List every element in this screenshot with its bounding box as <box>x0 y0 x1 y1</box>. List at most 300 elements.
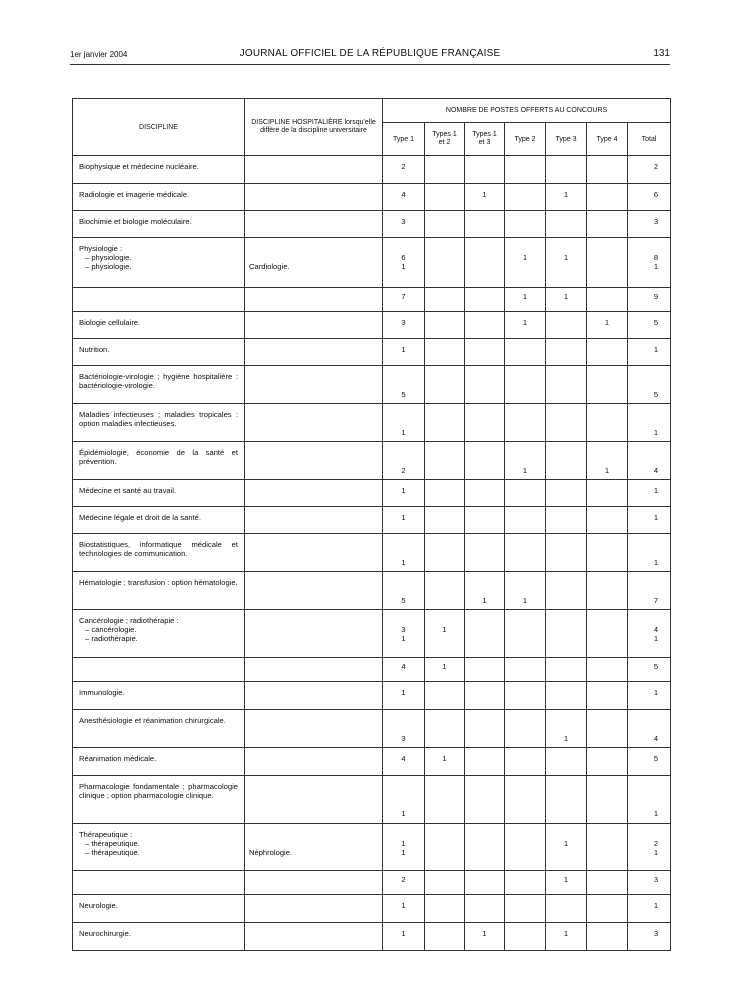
count-cell <box>425 710 465 748</box>
count-value <box>546 262 586 271</box>
type-header: Types 1 et 3 <box>465 123 505 156</box>
total-value: 1 <box>653 428 659 437</box>
total-value: 9 <box>653 292 659 301</box>
count-value: 1 <box>401 262 406 272</box>
discipline-label: Biophysique et médecine nucléaire. <box>79 162 199 171</box>
discipline-label: Thérapeutique : <box>79 830 133 839</box>
count-value: 1 <box>401 901 406 910</box>
table-row <box>73 312 671 339</box>
table-row <box>73 534 671 572</box>
total-value: 1 <box>653 809 659 818</box>
count-cell <box>587 238 628 288</box>
table-row <box>73 923 671 951</box>
type-header: Type 4 <box>587 123 628 156</box>
count-value: 1 <box>401 345 406 354</box>
table-subtotal-row <box>73 871 671 895</box>
hospital-discipline-cell <box>245 211 383 238</box>
hospital-discipline-cell <box>245 238 383 288</box>
discipline-header: DISCIPLINE <box>73 99 245 156</box>
total-value <box>628 381 658 390</box>
table-row <box>73 895 671 923</box>
discipline-label: Biochimie et biologie moléculaire. <box>79 217 192 226</box>
total-cell <box>628 480 671 507</box>
count-cell <box>546 710 587 748</box>
count-cell <box>465 184 505 211</box>
type-header: Type 1 <box>383 123 425 156</box>
count-cell <box>425 312 465 339</box>
total-value: 4 <box>653 734 659 743</box>
discipline-cell <box>73 238 245 288</box>
count-value <box>383 578 424 587</box>
posts-table <box>72 98 671 951</box>
count-cell <box>505 572 546 610</box>
count-cell <box>505 610 546 658</box>
total-cell <box>628 682 671 710</box>
total-header: Total <box>628 123 671 156</box>
hospital-discipline-cell <box>245 339 383 366</box>
count-value <box>465 587 504 596</box>
count-value <box>383 244 424 253</box>
total-value: 3 <box>653 929 659 938</box>
count-cell <box>505 895 546 923</box>
count-cell <box>383 184 425 211</box>
count-value: 1 <box>563 929 569 938</box>
count-cell <box>505 366 546 404</box>
discipline-cell <box>73 610 245 658</box>
total-value <box>628 448 658 457</box>
count-value <box>505 587 545 596</box>
total-value <box>628 782 658 791</box>
hospital-discipline-cell <box>245 572 383 610</box>
count-value: 1 <box>401 486 406 495</box>
total-value <box>628 410 658 419</box>
count-cell <box>465 776 505 824</box>
count-value <box>383 716 424 725</box>
discipline-label: Neurochirurgie. <box>79 929 131 938</box>
hospital-discipline-label <box>249 839 378 848</box>
discipline-cell <box>73 366 245 404</box>
count-cell <box>546 748 587 776</box>
count-cell <box>587 366 628 404</box>
count-cell <box>546 211 587 238</box>
discipline-label: Anesthésiologie et réanimation chirurgicale. <box>79 716 226 725</box>
count-cell <box>383 238 425 288</box>
count-cell <box>505 312 546 339</box>
count-cell <box>505 480 546 507</box>
table-row <box>73 710 671 748</box>
count-cell <box>587 748 628 776</box>
discipline-label: Bactériologie-virologie ; hygiène hospitalière : bactériologie-virologie. <box>79 372 238 391</box>
count-value <box>383 725 424 734</box>
count-cell <box>546 824 587 871</box>
total-value <box>628 244 658 253</box>
count-value: 1 <box>482 190 487 199</box>
count-value: 1 <box>401 809 406 818</box>
page-number: 131 <box>653 48 670 59</box>
count-value <box>383 587 424 596</box>
discipline-cell <box>73 480 245 507</box>
hospital-discipline-cell <box>245 824 383 871</box>
hospital-discipline-cell <box>245 184 383 211</box>
count-cell <box>383 404 425 442</box>
count-cell <box>465 339 505 366</box>
count-cell <box>383 871 425 895</box>
count-value <box>383 540 424 549</box>
hospital-discipline-cell <box>245 658 383 682</box>
count-value <box>546 716 586 725</box>
count-cell <box>505 442 546 480</box>
count-cell <box>383 156 425 184</box>
count-cell <box>546 895 587 923</box>
table-row <box>73 748 671 776</box>
count-value <box>505 448 545 457</box>
discipline-cell <box>73 288 245 312</box>
count-cell <box>465 534 505 572</box>
count-cell <box>465 572 505 610</box>
count-cell <box>587 534 628 572</box>
discipline-label: – thérapeutique. <box>85 839 140 849</box>
total-value: 1 <box>653 262 659 272</box>
discipline-label: – radiothérapie. <box>85 634 138 644</box>
total-cell <box>628 534 671 572</box>
count-value: 2 <box>401 162 406 171</box>
count-cell <box>383 658 425 682</box>
discipline-cell <box>73 312 245 339</box>
count-cell <box>587 404 628 442</box>
count-value: 4 <box>401 662 406 671</box>
count-value: 3 <box>401 734 406 743</box>
count-cell <box>546 184 587 211</box>
table-row <box>73 184 671 211</box>
count-cell <box>505 748 546 776</box>
count-cell <box>587 658 628 682</box>
count-value <box>383 791 424 800</box>
count-value <box>383 830 424 839</box>
count-cell <box>425 610 465 658</box>
page-header <box>70 48 670 62</box>
count-cell <box>425 895 465 923</box>
total-value <box>628 791 658 800</box>
hospital-discipline-cell <box>245 923 383 951</box>
hospital-discipline-cell <box>245 534 383 572</box>
count-cell <box>383 572 425 610</box>
count-cell <box>383 610 425 658</box>
hospital-discipline-label <box>249 244 378 253</box>
count-cell <box>425 238 465 288</box>
count-cell <box>546 871 587 895</box>
discipline-label: Hématologie ; transfusion : option hématologie. <box>79 578 238 587</box>
total-value: 1 <box>653 901 659 910</box>
total-value <box>628 372 658 381</box>
total-cell <box>628 312 671 339</box>
count-cell <box>383 682 425 710</box>
table-row <box>73 507 671 534</box>
count-cell <box>587 184 628 211</box>
hospital-discipline-cell <box>245 404 383 442</box>
count-value <box>383 448 424 457</box>
total-value: 8 <box>653 253 659 262</box>
discipline-label: Neurologie. <box>79 901 118 910</box>
count-cell <box>505 710 546 748</box>
table-row <box>73 572 671 610</box>
discipline-label: Réanimation médicale. <box>79 754 157 763</box>
count-cell <box>425 366 465 404</box>
count-cell <box>425 288 465 312</box>
count-cell <box>465 211 505 238</box>
total-cell <box>628 658 671 682</box>
total-value: 5 <box>653 754 659 763</box>
count-cell <box>383 923 425 951</box>
table-subtotal-row <box>73 288 671 312</box>
table-row <box>73 339 671 366</box>
discipline-cell <box>73 211 245 238</box>
count-cell <box>546 923 587 951</box>
count-cell <box>505 923 546 951</box>
discipline-cell <box>73 442 245 480</box>
table-row <box>73 776 671 824</box>
count-cell <box>587 442 628 480</box>
count-cell <box>425 442 465 480</box>
count-cell <box>425 572 465 610</box>
discipline-cell <box>73 776 245 824</box>
count-value <box>383 381 424 390</box>
total-value: 1 <box>653 634 659 644</box>
count-cell <box>465 824 505 871</box>
count-cell <box>505 156 546 184</box>
table-row <box>73 366 671 404</box>
total-cell <box>628 156 671 184</box>
hospital-discipline-cell <box>245 871 383 895</box>
count-cell <box>425 339 465 366</box>
count-value: 1 <box>563 839 569 848</box>
count-value: 1 <box>442 754 447 763</box>
discipline-label: Nutrition. <box>79 345 110 354</box>
count-cell <box>465 507 505 534</box>
count-cell <box>425 184 465 211</box>
count-value: 1 <box>401 428 406 437</box>
count-cell <box>383 895 425 923</box>
count-cell <box>383 312 425 339</box>
count-cell <box>465 442 505 480</box>
discipline-cell <box>73 682 245 710</box>
count-cell <box>425 404 465 442</box>
total-cell <box>628 572 671 610</box>
hospital-discipline-header: DISCIPLINE HOSPITALIÈRE lorsqu'elle diffère de la discipline universitaire <box>245 99 383 156</box>
total-value: 7 <box>653 596 659 605</box>
count-value: 1 <box>522 318 528 327</box>
count-cell <box>425 871 465 895</box>
count-cell <box>425 156 465 184</box>
total-value: 4 <box>653 466 659 475</box>
count-value <box>505 244 545 253</box>
count-value <box>505 578 545 587</box>
count-cell <box>383 366 425 404</box>
count-cell <box>587 288 628 312</box>
count-cell <box>546 480 587 507</box>
discipline-label: Biostatistiques, informatique médicale et technologies de communication. <box>79 540 238 559</box>
count-value: 5 <box>401 390 406 399</box>
count-value: 1 <box>401 848 406 858</box>
count-cell <box>383 776 425 824</box>
discipline-cell <box>73 748 245 776</box>
count-value <box>465 578 504 587</box>
hospital-discipline-label: Cardiologie. <box>249 262 290 271</box>
count-cell <box>505 404 546 442</box>
total-value <box>628 725 658 734</box>
count-value: 6 <box>401 253 406 262</box>
hospital-discipline-label <box>249 830 378 839</box>
count-cell <box>505 238 546 288</box>
total-cell <box>628 507 671 534</box>
journal-title: JOURNAL OFFICIEL DE LA RÉPUBLIQUE FRANÇAISE <box>239 48 501 59</box>
count-value <box>546 830 586 839</box>
count-cell <box>465 404 505 442</box>
count-cell <box>383 748 425 776</box>
discipline-cell <box>73 534 245 572</box>
total-cell <box>628 404 671 442</box>
count-value <box>383 457 424 466</box>
count-value: 3 <box>401 625 406 634</box>
total-value <box>628 540 658 549</box>
count-cell <box>587 824 628 871</box>
count-value <box>425 634 464 643</box>
count-cell <box>587 682 628 710</box>
count-value: 1 <box>563 253 569 262</box>
count-cell <box>383 339 425 366</box>
total-value: 1 <box>653 345 659 354</box>
total-value: 1 <box>653 486 659 495</box>
count-cell <box>465 748 505 776</box>
table-row <box>73 156 671 184</box>
count-cell <box>587 156 628 184</box>
hospital-discipline-cell <box>245 682 383 710</box>
count-cell <box>505 682 546 710</box>
type-header: Types 1 et 2 <box>425 123 465 156</box>
count-cell <box>425 776 465 824</box>
header-date: 1er janvier 2004 <box>70 50 128 59</box>
hospital-discipline-label <box>249 253 378 262</box>
total-cell <box>628 871 671 895</box>
count-value: 1 <box>563 875 569 884</box>
total-cell <box>628 238 671 288</box>
count-value: 1 <box>563 734 569 743</box>
count-cell <box>587 895 628 923</box>
table-subtotal-row <box>73 658 671 682</box>
discipline-label: Radiologie et imagerie médicale. <box>79 190 190 199</box>
hospital-discipline-label: Néphrologie. <box>249 848 293 857</box>
total-cell <box>628 710 671 748</box>
count-cell <box>465 156 505 184</box>
count-value: 1 <box>522 596 528 605</box>
count-value: 1 <box>563 190 569 199</box>
count-cell <box>425 658 465 682</box>
count-cell <box>465 923 505 951</box>
count-value: 3 <box>401 318 406 327</box>
discipline-label: – cancérologie. <box>85 625 137 635</box>
table-row <box>73 682 671 710</box>
count-cell <box>546 776 587 824</box>
discipline-cell <box>73 507 245 534</box>
count-cell <box>425 748 465 776</box>
count-cell <box>425 534 465 572</box>
discipline-cell <box>73 710 245 748</box>
discipline-cell <box>73 572 245 610</box>
count-cell <box>505 871 546 895</box>
count-cell <box>587 871 628 895</box>
count-cell <box>505 658 546 682</box>
count-cell <box>546 288 587 312</box>
count-cell <box>383 480 425 507</box>
count-cell <box>465 658 505 682</box>
total-value: 5 <box>653 390 659 399</box>
count-cell <box>587 923 628 951</box>
count-cell <box>505 824 546 871</box>
count-cell <box>425 923 465 951</box>
total-cell <box>628 184 671 211</box>
count-cell <box>465 871 505 895</box>
total-value: 1 <box>653 558 659 567</box>
count-value: 1 <box>522 292 528 301</box>
count-value: 7 <box>401 292 406 301</box>
total-value <box>628 800 658 809</box>
count-cell <box>546 658 587 682</box>
header-divider <box>70 64 670 65</box>
hospital-discipline-cell <box>245 156 383 184</box>
count-cell <box>383 534 425 572</box>
total-value: 1 <box>653 848 659 858</box>
hospital-discipline-cell <box>245 288 383 312</box>
total-value: 4 <box>653 625 659 634</box>
count-cell <box>587 710 628 748</box>
total-value: 1 <box>653 513 659 522</box>
count-cell <box>546 682 587 710</box>
total-cell <box>628 366 671 404</box>
table-row <box>73 442 671 480</box>
hospital-discipline-cell <box>245 710 383 748</box>
count-value: 1 <box>482 929 487 938</box>
count-value <box>505 457 545 466</box>
count-cell <box>546 404 587 442</box>
discipline-cell <box>73 895 245 923</box>
discipline-label: – thérapeutique. <box>85 848 140 858</box>
count-value: 1 <box>401 929 406 938</box>
total-cell <box>628 288 671 312</box>
discipline-cell <box>73 339 245 366</box>
count-cell <box>505 776 546 824</box>
count-cell <box>587 312 628 339</box>
count-value: 4 <box>401 754 406 763</box>
count-value <box>383 410 424 419</box>
count-value: 2 <box>401 875 406 884</box>
discipline-label: Cancérologie ; radiothérapie : <box>79 616 179 625</box>
count-cell <box>546 610 587 658</box>
total-value: 3 <box>653 875 659 884</box>
hospital-discipline-cell <box>245 895 383 923</box>
count-value <box>383 549 424 558</box>
total-value <box>628 587 658 596</box>
total-cell <box>628 895 671 923</box>
count-value: 1 <box>522 253 528 262</box>
hospital-discipline-cell <box>245 312 383 339</box>
total-value: 5 <box>653 662 659 671</box>
total-value <box>628 830 658 839</box>
count-cell <box>383 824 425 871</box>
count-value <box>505 262 545 271</box>
count-cell <box>465 710 505 748</box>
count-cell <box>546 339 587 366</box>
count-value <box>383 616 424 625</box>
total-value <box>628 549 658 558</box>
